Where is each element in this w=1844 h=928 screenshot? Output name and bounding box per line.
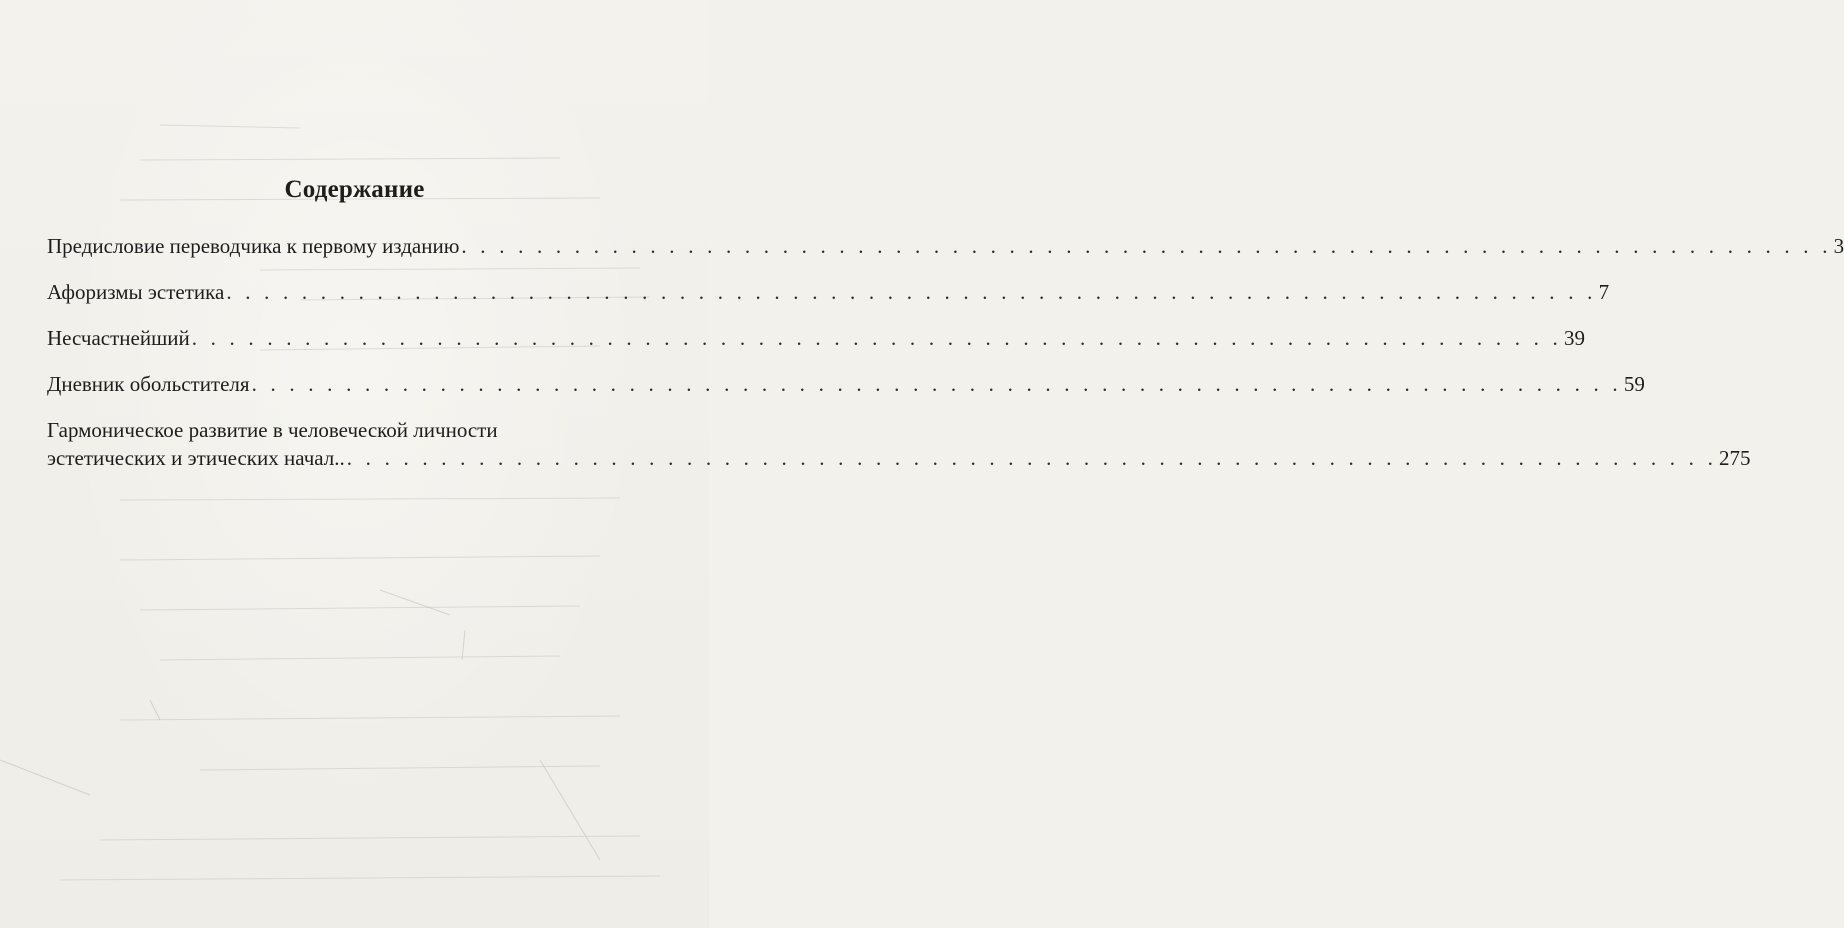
toc-page-number: 7: [1598, 280, 1610, 304]
toc-entry: [47, 416, 1751, 472]
toc-page-number: 3: [1833, 234, 1844, 258]
dot-leader: . . . . . . . . . . . . . . . . . . . . . . . . . . . . . . . . . . . . . . . . . . . . . . . . . . . . . . . . . . . . . . . . . . . . . . . . .: [251, 372, 1622, 396]
toc-entry-title-line2: эстетических и этических начал..: [47, 446, 345, 470]
dot-leader: . . . . . . . . . . . . . . . . . . . . . . . . . . . . . . . . . . . . . . . . . . . . . . . . . . . . . . . . . . . . . . . . . . . . . . . . .: [226, 280, 1597, 304]
page-title: Содержание: [284, 176, 425, 203]
toc-page-number: 275: [1719, 446, 1751, 470]
toc-entry-title: Предисловие переводчика к первому изданию: [47, 234, 460, 258]
dot-leader: . . . . . . . . . . . . . . . . . . . . . . . . . . . . . . . . . . . . . . . . . . . . . . . . . . . . . . . . . . . . . . . . . . . . . . . . .: [346, 446, 1718, 470]
toc-entry-title: Дневник обольстителя: [47, 372, 250, 396]
toc-entry: [47, 324, 1585, 352]
toc-entry-title-line1: Гармоническое развитие в человеческой личности: [47, 418, 498, 442]
toc-page-number: 59: [1623, 372, 1645, 396]
toc-page-number: 39: [1563, 326, 1585, 350]
dot-leader: . . . . . . . . . . . . . . . . . . . . . . . . . . . . . . . . . . . . . . . . . . . . . . . . . . . . . . . . . . . . . . . . . . . . . . . . .: [191, 326, 1562, 350]
table-of-contents: [47, 232, 1844, 490]
toc-entry-title: Афоризмы эстетика: [47, 280, 225, 304]
toc-entry-title: Несчастнейший: [47, 326, 190, 350]
dot-leader: . . . . . . . . . . . . . . . . . . . . . . . . . . . . . . . . . . . . . . . . . . . . . . . . . . . . . . . . . . . . . . . . . . . . . . . . .: [461, 234, 1832, 258]
toc-entry: [47, 370, 1645, 398]
toc-entry: [47, 232, 1844, 260]
toc-entry: [47, 278, 1610, 306]
